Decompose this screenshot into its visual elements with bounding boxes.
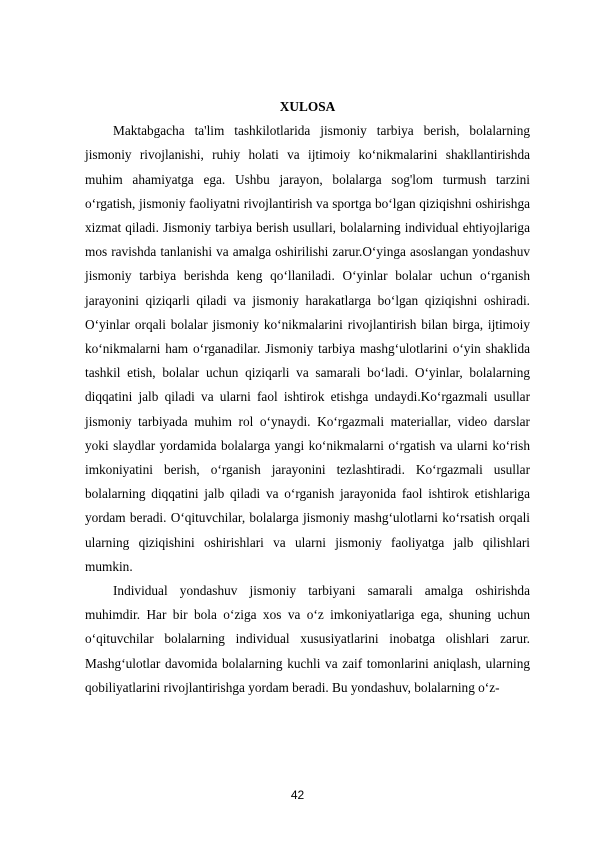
document-page <box>85 95 530 700</box>
section-title: XULOSA <box>279 99 336 114</box>
page-number: 42 <box>290 788 305 802</box>
paragraph-2: Individual yondashuv jismoniy tarbiyani samarali amalga oshirishda muhimdir. Har bir bola o‘ziga xos va o‘z imkoniyatlariga ega, shuning uchun o‘qituvchilar bolalarning individual xususiyatlarini inobatga olishlari zarur. Mashg‘ulotlar davomida bolalarning kuchli va zaif tomonlarini aniqlash, ularning qobiliyatlarini rivojlantirishga yordam beradi. Bu yondashuv, bolalarning o‘z- <box>85 583 530 695</box>
paragraph-1: Maktabgacha ta'lim tashkilotlarida jismoniy tarbiya berish, bolalarning jismoniy rivojlanishi, ruhiy holati va ijtimoiy ko‘nikmalarini shakllantirishda muhim ahamiyatga ega. Ushbu jarayon, bolalarga sog'lom turmush tarzini o‘rgatish, jismoniy faoliyatni rivojlantirish va sportga bo‘lgan qiziqishni oshirishga xizmat qiladi. Jismoniy tarbiya berish usullari, bolalarning individual ehtiyojlariga mos ravishda tanlanishi va amalga oshirilishi zarur.O‘yinga asoslangan yondashuv jismoniy tarbiya berishda keng qo‘llaniladi. O‘yinlar bolalar uchun o‘rganish jarayonini qiziqarli qiladi va jismoniy harakatlarga bo‘lgan qiziqishni oshiradi. O‘yinlar orqali bolalar jismoniy ko‘nikmalarini rivojlantirish bilan birga, ijtimoiy ko‘nikmalarni ham o‘rganadilar. Jismoniy tarbiya mashg‘ulotlarini o‘yin shaklida tashkil etish, bolalar uchun qiziqarli va samarali bo‘ladi. O‘yinlar, bolalarning diqqatini jalb qiladi va ularni faol ishtirok etishga undaydi.Ko‘rgazmali usullar jismoniy tarbiyada muhim rol o‘ynaydi. Ko‘rgazmali materiallar, video darslar yoki slaydlar yordamida bolalarga yangi ko‘nikmalarni o‘rgatish va ularni ko‘rish imkoniyatini berish, o‘rganish jarayonini tezlashtiradi. Ko‘rgazmali usullar bolalarning diqqatini jalb qiladi va o‘rganish jarayonida faol ishtirok etishlariga yordam beradi. O‘qituvchilar, bolalarga jismoniy mashg‘ulotlarni ko‘rsatish orqali ularning qiziqishini oshirishlari va ularni jismoniy faoliyatga jalb qilishlari mumkin. <box>85 123 530 574</box>
